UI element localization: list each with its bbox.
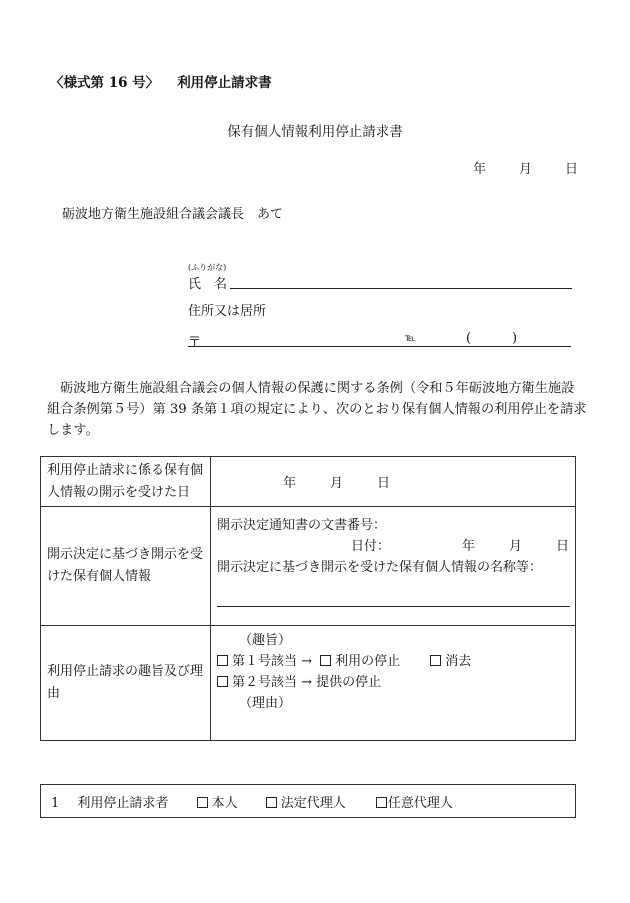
disclosed-month: 月 bbox=[329, 476, 343, 491]
self-checkbox[interactable] bbox=[197, 797, 208, 808]
delete-label: 消去 bbox=[445, 654, 472, 669]
disclosed-day: 日 bbox=[376, 476, 390, 491]
notice-date-label: 日付： bbox=[350, 539, 390, 554]
address-field[interactable] bbox=[188, 346, 571, 347]
table-row bbox=[41, 785, 576, 818]
reason-label: （理由） bbox=[238, 696, 291, 711]
statement-line: します。 bbox=[47, 423, 99, 438]
form-header bbox=[50, 71, 272, 91]
self-label: 本人 bbox=[211, 795, 238, 811]
purpose-reason-field[interactable] bbox=[210, 626, 575, 741]
request-statement bbox=[47, 378, 587, 441]
info-name-field[interactable] bbox=[217, 606, 570, 607]
item2-checkbox[interactable] bbox=[217, 676, 228, 687]
disclosed-info-label bbox=[41, 507, 211, 626]
furigana-label: (ふりがな) bbox=[188, 263, 227, 272]
requester-label: 利用停止請求者 bbox=[77, 795, 169, 811]
table-row bbox=[41, 457, 576, 507]
info-name-label: 開示決定に基づき開示を受けた保有個人情報の名称等： bbox=[216, 560, 542, 575]
delete-checkbox[interactable] bbox=[430, 655, 441, 666]
date-year: 年 bbox=[472, 162, 486, 177]
voluntary-agent-checkbox[interactable] bbox=[376, 797, 387, 808]
stop-provide-label: 提供の停止 bbox=[316, 675, 382, 690]
item1-checkbox[interactable] bbox=[217, 655, 228, 666]
item1-label: 第１号該当 → bbox=[231, 654, 312, 669]
stop-use-label: 利用の停止 bbox=[335, 654, 401, 669]
label-line: 利用停止請求に係る保有個 bbox=[47, 462, 204, 478]
notice-month: 月 bbox=[508, 539, 522, 554]
request-table bbox=[40, 456, 576, 741]
page-title: 保有個人情報利用停止請求書 bbox=[227, 124, 403, 140]
label-line: 利用停止請求の趣旨及び理 bbox=[47, 664, 204, 679]
notice-year: 年 bbox=[461, 539, 475, 554]
item1-row bbox=[217, 651, 569, 672]
tel-paren-close: ) bbox=[512, 331, 518, 346]
date-day: 日 bbox=[564, 162, 578, 177]
table-row bbox=[41, 507, 576, 626]
name-field[interactable] bbox=[230, 288, 572, 289]
label-line: 人情報の開示を受けた日 bbox=[47, 484, 191, 500]
purpose-reason-label bbox=[41, 626, 211, 741]
label-line: 由 bbox=[47, 686, 61, 701]
telephone-icon: ℡ bbox=[405, 333, 416, 344]
name-label: 氏 名 bbox=[188, 277, 228, 292]
postal-mark-icon: 〒 bbox=[188, 335, 202, 350]
requester-table bbox=[40, 784, 576, 818]
label-line: けた保有個人情報 bbox=[47, 569, 152, 584]
item2-label: 第２号該当 → bbox=[231, 675, 312, 690]
label-line: 開示決定に基づき開示を受 bbox=[47, 547, 204, 562]
form-name: 利用停止請求書 bbox=[177, 75, 272, 91]
address-label: 住所又は居所 bbox=[188, 304, 267, 319]
request-date[interactable] bbox=[473, 158, 578, 177]
disclosed-info-field[interactable] bbox=[210, 507, 575, 626]
table-row bbox=[41, 626, 576, 741]
stop-use-checkbox[interactable] bbox=[320, 655, 331, 666]
requester-row bbox=[41, 785, 576, 818]
notice-day: 日 bbox=[555, 539, 569, 554]
statement-line: 組合条例第５号）第 39 条第１項の規定により、次のとおり保有個人情報の利用停止を請求 bbox=[47, 402, 587, 417]
disclosed-date-field[interactable] bbox=[210, 457, 575, 507]
legal-agent-label: 法定代理人 bbox=[280, 795, 346, 811]
voluntary-agent-label: 任意代理人 bbox=[387, 795, 453, 811]
purpose-label: （趣旨） bbox=[238, 633, 291, 648]
disclosed-date-label bbox=[41, 457, 211, 507]
disclosed-year: 年 bbox=[282, 476, 296, 491]
date-month: 月 bbox=[518, 162, 532, 177]
addressee: 砺波地方衛生施設組合議会議長 あて bbox=[62, 207, 284, 222]
document-number-label: 開示決定通知書の文書番号： bbox=[216, 518, 386, 533]
form-number: 〈様式第 16 号〉 bbox=[50, 75, 160, 91]
requester-number: 1 bbox=[51, 795, 60, 811]
tel-paren-open: ( bbox=[466, 331, 472, 346]
item2-row bbox=[217, 672, 569, 693]
statement-line: 砺波地方衛生施設組合議会の個人情報の保護に関する条例（令和５年砺波地方衛生施設 bbox=[60, 381, 575, 396]
legal-agent-checkbox[interactable] bbox=[266, 797, 277, 808]
